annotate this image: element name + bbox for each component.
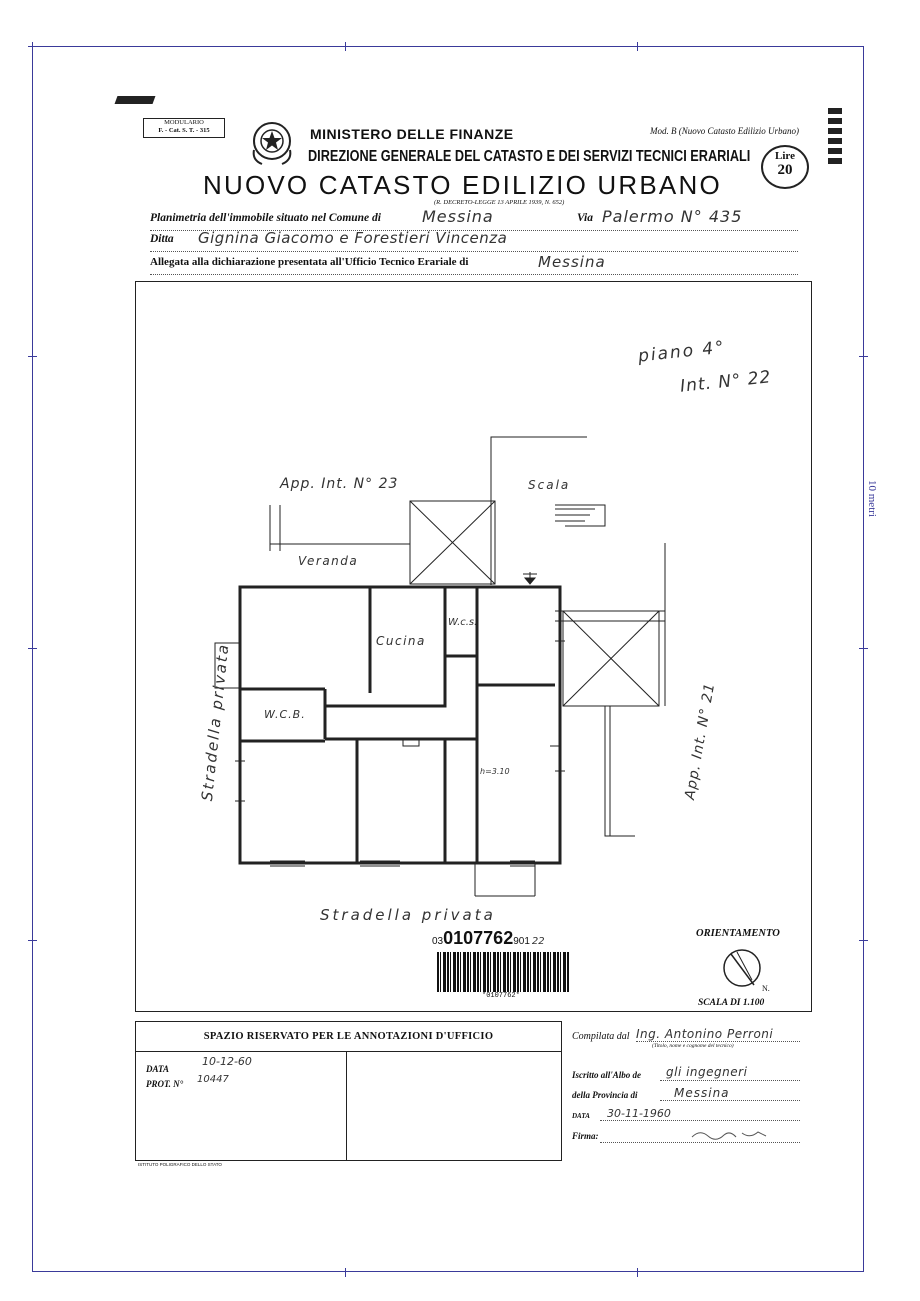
barcode-number: 0107762 <box>443 928 514 948</box>
republic-emblem-icon <box>248 114 296 168</box>
frame-tick <box>859 648 868 649</box>
barcode-suffix: 901 <box>513 936 530 947</box>
north-label: N. <box>762 984 770 993</box>
frame-label: 10 metri <box>866 480 878 517</box>
compilata-value: Ing. Antonino Perroni <box>636 1027 774 1041</box>
provincia-label: della Provincia di <box>572 1090 638 1100</box>
document-title: NUOVO CATASTO EDILIZIO URBANO <box>203 170 722 200</box>
provincia-line <box>660 1100 800 1101</box>
frame-tick <box>28 356 37 357</box>
frame-tick <box>28 648 37 649</box>
stamp-duty-badge <box>761 145 809 189</box>
frame-tick <box>637 1268 638 1277</box>
frame-tick <box>28 940 37 941</box>
signature-label: Firma: <box>572 1131 599 1141</box>
label-app-23: App. Int. N° 23 <box>280 476 399 492</box>
floor-plan-drawing <box>135 281 812 1012</box>
office-date-label: DATA <box>146 1064 170 1074</box>
ditta-label: Ditta <box>150 233 174 245</box>
ministry-name: MINISTERO DELLE FINANZE <box>310 126 514 142</box>
office-divider <box>346 1051 347 1161</box>
technician-date-value: 30-11-1960 <box>607 1107 671 1120</box>
office-prot-value: 10447 <box>197 1074 229 1085</box>
floor-label: piano 4° <box>637 337 727 367</box>
frame-tick <box>345 42 346 51</box>
barcode-caption: *0107762* <box>482 992 520 1000</box>
office-divider <box>135 1051 562 1052</box>
compilata-line <box>636 1041 800 1042</box>
via-label: Via <box>577 212 593 224</box>
orientamento-label: ORIENTAMENTO <box>696 928 780 939</box>
frame-tick <box>637 42 638 51</box>
iscritto-value: gli ingegneri <box>666 1065 748 1079</box>
label-wcb: W.C.B. <box>264 708 306 721</box>
label-app-21: App. Int. N° 21 <box>682 681 719 801</box>
north-arrow-icon <box>718 944 766 992</box>
stamp-duty-label: Lire <box>775 150 795 162</box>
barcode-prefix: 03 <box>432 936 444 947</box>
allegata-label: Allegata alla dichiarazione presentata all'Ufficio Tecnico Erariale di <box>150 256 469 268</box>
provincia-value: Messina <box>674 1086 730 1100</box>
stamp-duty-value: 20 <box>777 162 793 178</box>
scan-mark <box>115 96 156 104</box>
label-cucina: Cucina <box>376 634 426 648</box>
office-box-title: SPAZIO RISERVATO PER LE ANNOTAZIONI D'UFFICIO <box>203 1031 494 1042</box>
technician-date-line <box>600 1120 800 1121</box>
label-stradella-bottom: Stradella privata <box>320 906 496 924</box>
planimetria-label: Planimetria dell'immobile situato nel Comune di <box>150 212 381 224</box>
iscritto-label: Iscritto all'Albo de <box>572 1070 642 1080</box>
office-box <box>135 1021 562 1161</box>
label-room-height: h=3.10 <box>480 767 510 776</box>
ditta-row <box>150 229 798 252</box>
barcode <box>437 952 570 992</box>
comune-value: Messina <box>422 207 494 226</box>
frame-tick <box>345 1268 346 1277</box>
barcode-number-row <box>432 928 545 949</box>
printer-credit: ISTITUTO POLIGRAFICO DELLO STATO <box>138 1162 222 1167</box>
direction-name: DIREZIONE GENERALE DEL CATASTO E DEI SERVIZI TECNICI ERARIALI <box>308 148 751 165</box>
barcode-suffix-2: 22 <box>531 936 545 947</box>
allegata-row <box>150 253 798 275</box>
office-prot-label: PROT. N° <box>146 1079 184 1089</box>
unit-label: Int. N° 22 <box>679 367 773 397</box>
decree-reference: (R. DECRETO-LEGGE 13 APRILE 1939, N. 652) <box>434 199 565 206</box>
modulario-box <box>143 118 225 138</box>
compilata-label: Compilata dal <box>572 1031 630 1042</box>
scale-label: SCALA DI 1.100 <box>698 998 765 1008</box>
scan-mark <box>828 108 842 168</box>
frame-tick <box>859 940 868 941</box>
modulario-code: F. - Cat. S. T. - 315 <box>158 127 210 134</box>
modulario-label: MODULARIO <box>164 119 204 126</box>
office-date-value: 10-12-60 <box>202 1055 252 1068</box>
frame-tick <box>32 42 33 51</box>
allegata-value: Messina <box>538 253 606 271</box>
compilata-note: (Titolo, nome e cognome del tecnico) <box>652 1043 734 1049</box>
ditta-value: Gignina Giacomo e Forestieri Vincenza <box>198 229 508 247</box>
frame-tick <box>859 356 868 357</box>
signature-icon <box>690 1126 770 1140</box>
signature-line <box>600 1142 800 1143</box>
label-veranda: Veranda <box>298 554 359 568</box>
label-scala: Scala <box>528 478 571 492</box>
label-stradella-left: Stradella privata <box>198 642 233 802</box>
iscritto-line <box>660 1080 800 1081</box>
technician-date-label: DATA <box>572 1112 590 1120</box>
via-value: Palermo N° 435 <box>602 207 743 226</box>
label-wcs: W.c.s. <box>448 617 478 628</box>
model-label: Mod. B (Nuovo Catasto Edilizio Urbano) <box>650 126 799 136</box>
